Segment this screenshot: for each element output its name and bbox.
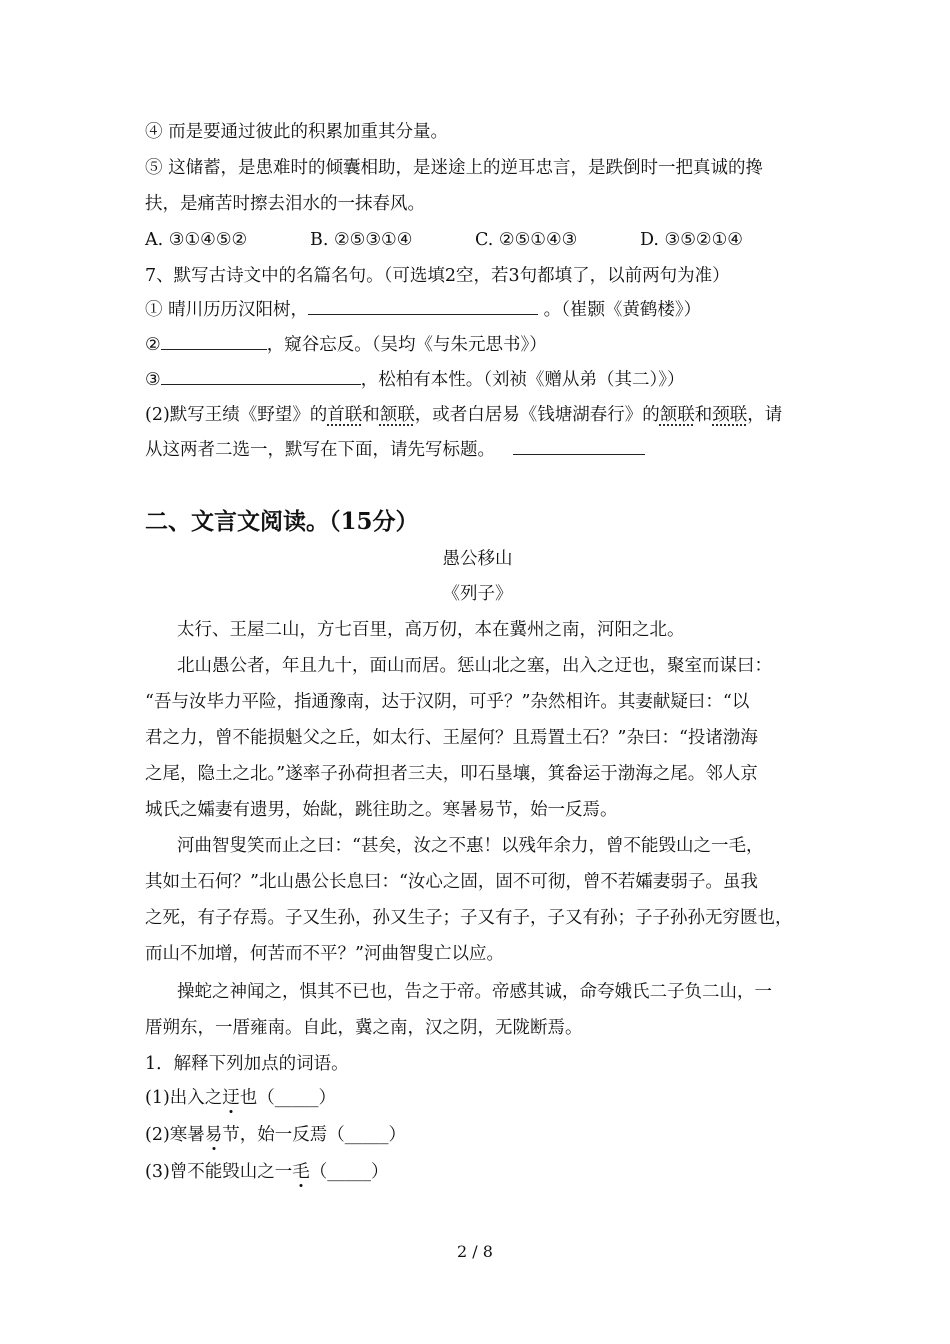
q1-item-text: 节，始一反焉（_____） [222,1125,407,1145]
passage-p3-l4: 而山不加增，何苦而不平？”河曲智叟亡以应。 [145,944,504,964]
q7-line-3-marker: ③ [145,370,161,390]
q7-line-3 [145,368,810,392]
q7-part2-text: ，请 [747,405,783,425]
dotted-word: 迂 [222,1088,240,1108]
answer-blank-1[interactable] [308,298,538,315]
q1-item-text: 也（_____） [239,1088,337,1108]
answer-blank-3[interactable] [161,368,361,385]
passage-p2-l4: 之尾，隐土之北。”遂率子孙荷担者三夫，叩石垦壤，箕畚运于渤海之尾。邻人京 [145,764,758,784]
dotted-text: 首联 [327,405,363,425]
q1-item-text: (2)寒暑 [145,1125,205,1145]
passage-author: 《列子》 [442,584,513,604]
passage-p2-l3: 君之力，曾不能损魁父之丘，如太行、王屋何？且焉置土石？”杂曰：“投诸渤海 [145,728,758,748]
option-c: C. ②⑤①④③ [475,230,578,250]
option-a: A. ③①④⑤② [145,230,248,250]
q6-item-5-line2: 扶，是痛苦时擦去泪水的一抹春风。 [145,194,425,214]
answer-blank-4[interactable] [513,438,645,455]
q1-item-3 [145,1160,810,1184]
q7-part2-text: 从这两者二选一，默写在下面，请先写标题。 [145,440,495,460]
option-d: D. ③⑤②①④ [640,230,743,250]
q1-title: 1．解释下列加点的词语。 [145,1054,349,1074]
passage-p1: 太行、王屋二山，方七百里，高万仞，本在冀州之南，河阳之北。 [177,620,685,640]
q1-item-text: (1)出入之 [145,1088,223,1108]
q7-line-1 [145,298,810,322]
passage-p3-l1: 河曲智叟笑而止之曰：“甚矣，汝之不惠！以残年余力，曾不能毁山之一毛， [177,836,764,856]
passage-p2-l1: 北山愚公者，年且九十，面山而居。惩山北之塞，出入之迂也，聚室而谋曰： [177,656,772,676]
dotted-text: 颔联 [379,405,415,425]
q7-part2-line1 [145,403,810,427]
q7-part2-text: 和 [694,405,713,425]
q1-item-1 [145,1086,810,1110]
q7-line-2-text: ，窥谷忘反。（吴均《与朱元思书》） [266,335,547,355]
q7-line-2-marker: ② [145,335,161,355]
passage-p3-l2: 其如土石何？”北山愚公长息曰：“汝心之固，固不可彻，曾不若孀妻弱子。虽我 [145,872,758,892]
passage-p4-l1: 操蛇之神闻之，惧其不已也，告之于帝。帝感其诚，命夸娥氏二子负二山，一 [177,982,772,1002]
passage-p3-l3: 之死，有子存焉。子又生孙，孙又生子；子又有子，子又有孙；子子孙孙无穷匮也， [145,908,793,928]
page-number: 2 / 8 [457,1242,493,1261]
answer-blank-2[interactable] [161,333,267,350]
q6-options [145,228,810,252]
q7-part2-text: 和 [362,405,380,425]
section-2-heading: 二、文言文阅读。（15分） [145,508,419,535]
q7-line-1-text: ① 晴川历历汉阳树， [145,300,309,320]
q1-item-text: (3)曾不能毁山之一 [145,1162,293,1182]
q7-part2-text: ，或者白居易《钱塘湖春行》的 [414,405,660,425]
q7-part2-line2 [145,438,810,462]
q7-line-1-source: 。（崔颢《黄鹤楼》） [538,300,702,320]
q7-line-2 [145,333,810,357]
passage-p2-l2: “吾与汝毕力平险，指通豫南，达于汉阴，可乎？”杂然相许。其妻献疑曰：“以 [145,692,750,712]
q1-item-text: （_____） [309,1162,389,1182]
q7-title: 7、默写古诗文中的名篇名句。（可选填2空，若3句都填了，以前两句为准） [145,266,730,286]
q7-line-3-text: ，松柏有本性。（刘祯《赠从弟（其二）》） [360,370,685,390]
passage-title: 愚公移山 [442,549,513,569]
dotted-text: 颔联 [659,405,695,425]
dotted-word: 毛 [292,1162,310,1182]
q7-part2-text: (2)默写王绩《野望》的 [145,405,328,425]
passage-p2-l5: 城氏之孀妻有遗男，始龀，跳往助之。寒暑易节，始一反焉。 [145,800,618,820]
dotted-word: 易 [204,1125,223,1145]
dotted-text: 颈联 [712,405,748,425]
q6-item-4: ④ 而是要通过彼此的积累加重其分量。 [145,122,449,142]
q1-item-2 [145,1123,810,1147]
passage-p4-l2: 厝朔东，一厝雍南。自此，冀之南，汉之阴，无陇断焉。 [145,1018,583,1038]
option-b: B. ②⑤③①④ [310,230,413,250]
q6-item-5-line1: ⑤ 这储蓄，是患难时的倾囊相助，是迷途上的逆耳忠言，是跌倒时一把真诚的搀 [145,158,764,178]
